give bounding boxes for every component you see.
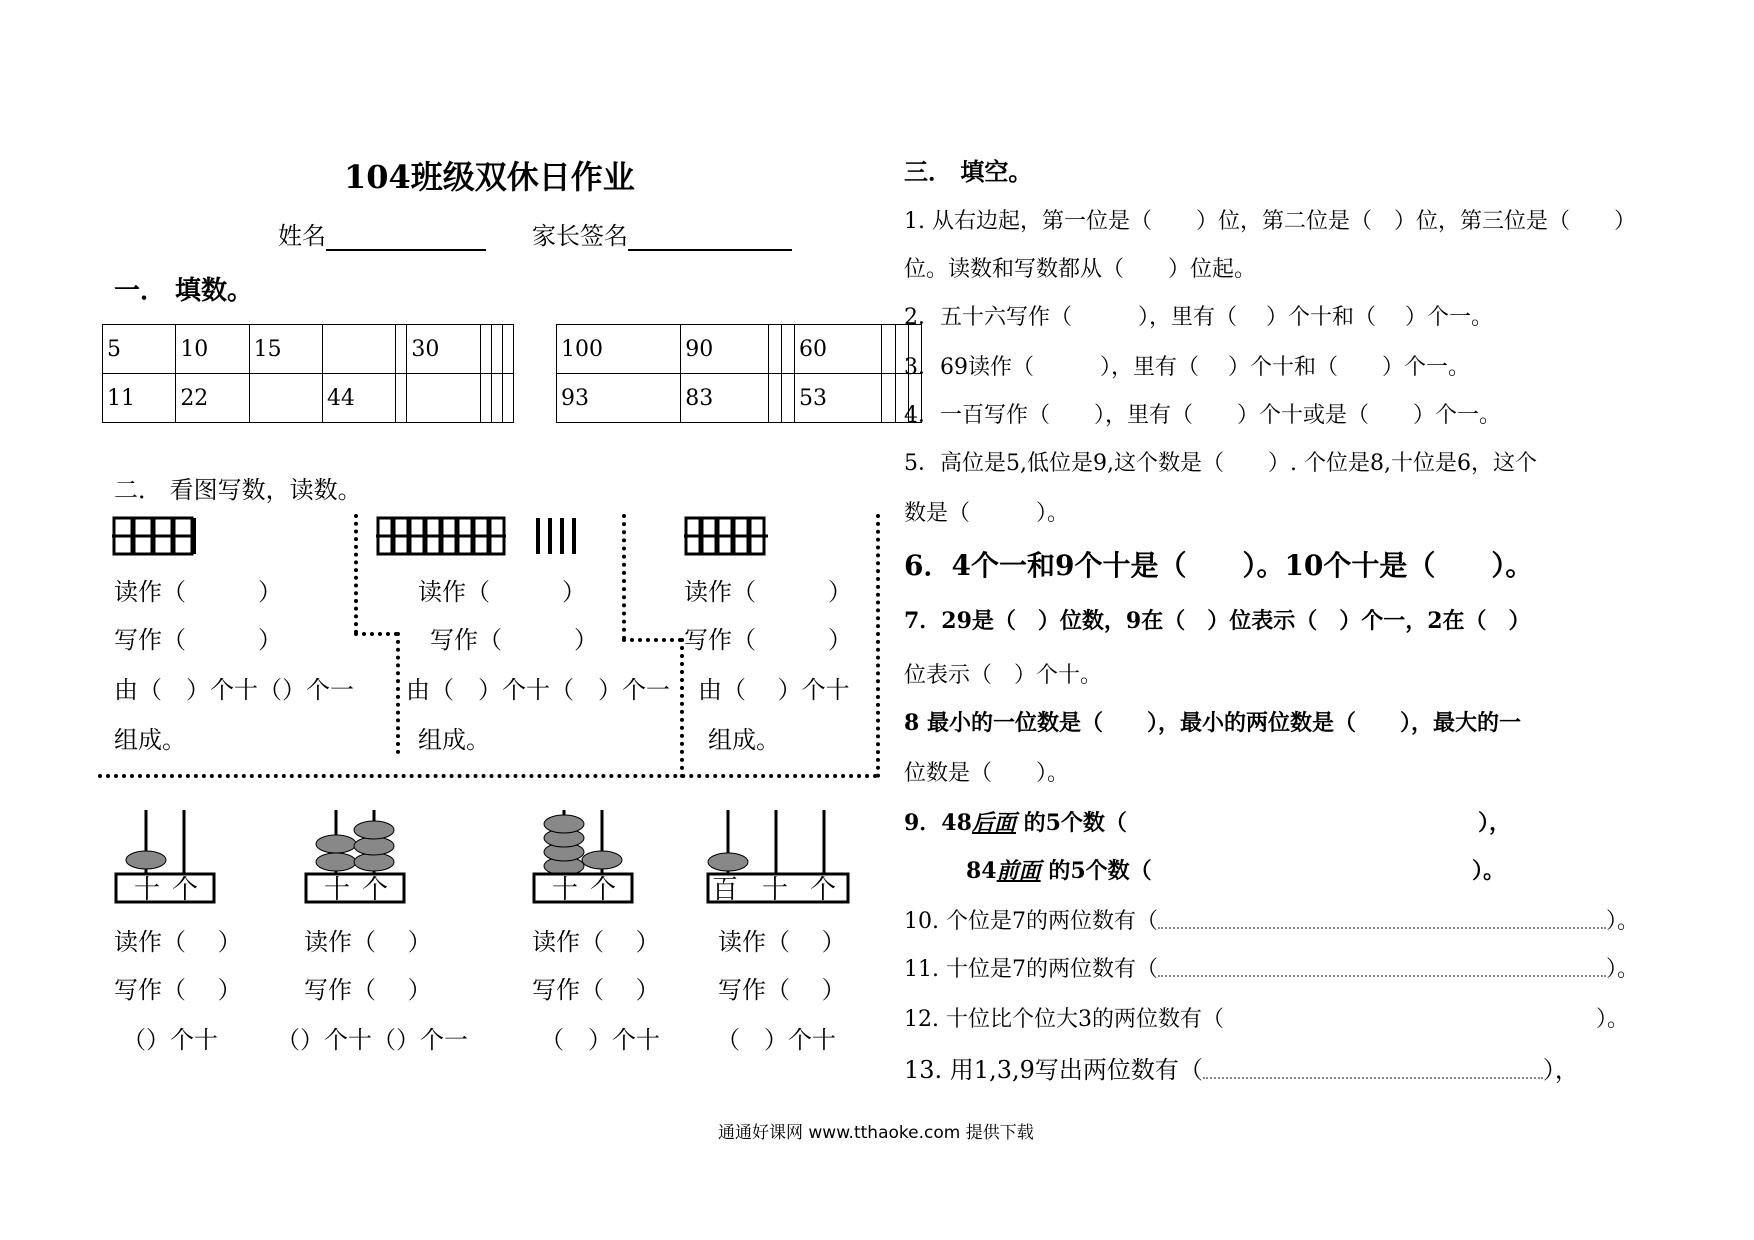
section1-heading: 一． 填数。 — [114, 276, 254, 306]
cell[interactable] — [396, 374, 407, 423]
cell[interactable] — [781, 325, 794, 374]
a3-write[interactable]: 写作（ ） — [532, 976, 660, 1004]
divider — [98, 774, 878, 778]
q9b-end: ）。 — [1472, 858, 1506, 884]
abacus-3 — [532, 808, 642, 904]
g1-compose[interactable]: 由（ ）个十（）个一 — [114, 676, 354, 704]
q9-emphasis: 后面 — [971, 810, 1016, 836]
cell[interactable] — [322, 325, 395, 374]
parent-sign-label: 家长签名 — [532, 222, 628, 250]
fill-table-left — [102, 324, 514, 423]
q10[interactable] — [904, 904, 1639, 935]
divider — [396, 632, 400, 754]
section2-heading: 二． 看图写数，读数。 — [114, 476, 362, 504]
section3-heading: 三． 填空。 — [904, 157, 1033, 186]
q10-label: 10. 个位是7的两位数有（ — [904, 909, 1158, 934]
label-tens: 十 — [552, 875, 579, 905]
divider — [680, 638, 684, 778]
stick-bundles-group3 — [684, 514, 784, 560]
cell[interactable]: 100 — [557, 325, 681, 374]
q13-end: ）， — [1542, 1056, 1579, 1084]
abacus-1 — [114, 808, 224, 904]
a2-write[interactable]: 写作（ ） — [304, 976, 432, 1004]
a4-write[interactable]: 写作（ ） — [718, 976, 846, 1004]
q12-end: ）。 — [1595, 1007, 1629, 1032]
label-tens: 十 — [762, 875, 789, 905]
q5a[interactable]: 5．高位是5,低位是9,这个数是（ ）. 个位是8,十位是6，这个 — [904, 451, 1537, 476]
g3-read[interactable]: 读作（ ） — [684, 578, 852, 606]
divider — [622, 514, 626, 640]
q3[interactable]: 3．69读作（ ），里有（ ）个十和（ ）个一。 — [904, 355, 1470, 380]
cell[interactable]: 83 — [681, 374, 768, 423]
cell[interactable] — [781, 374, 794, 423]
label-hundreds: 百 — [712, 875, 739, 905]
single-stick-group1 — [190, 514, 200, 560]
g2-compose[interactable]: 由（ ）个十（ ）个一 — [406, 676, 670, 704]
q8a[interactable]: 8 最小的一位数是（ ），最小的两位数是（ ），最大的一 — [904, 710, 1521, 736]
q12[interactable] — [904, 1002, 1629, 1033]
name-field[interactable] — [278, 216, 486, 251]
q9[interactable] — [904, 806, 1127, 837]
label-tens: 十 — [324, 875, 351, 905]
answer-dots — [1158, 974, 1606, 977]
cell[interactable] — [249, 374, 322, 423]
cell[interactable] — [502, 374, 513, 423]
q11-label: 11. 十位是7的两位数有（ — [904, 957, 1158, 982]
cell[interactable] — [491, 325, 502, 374]
a3-compose[interactable]: （ ）个十 — [540, 1026, 660, 1054]
g3-write[interactable]: 写作（ ） — [684, 626, 852, 654]
divider — [354, 632, 398, 636]
divider — [354, 514, 358, 634]
q9b[interactable] — [966, 854, 1152, 885]
a4-read[interactable]: 读作（ ） — [718, 928, 846, 956]
label-tens: 十 — [134, 875, 161, 905]
q11[interactable] — [904, 952, 1639, 983]
q9-end: ）， — [1478, 810, 1512, 836]
cell[interactable]: 10 — [176, 325, 249, 374]
q2[interactable]: 2．五十六写作（ ），里有（ ）个十和（ ）个一。 — [904, 305, 1493, 330]
q7a[interactable]: 7．29是（ ）位数，9在（ ）位表示（ ）个一，2在（ ） — [904, 608, 1531, 634]
q1a[interactable]: 1. 从右边起，第一位是（ ）位，第二位是（ ）位，第三位是（ ） — [904, 209, 1636, 234]
name-line — [326, 227, 486, 251]
cell[interactable] — [502, 325, 513, 374]
cell[interactable]: 44 — [322, 374, 395, 423]
q11-end: ）。 — [1605, 957, 1639, 982]
a3-read[interactable]: 读作（ ） — [532, 928, 660, 956]
cell[interactable] — [882, 374, 895, 423]
q6[interactable]: 6．4个一和9个十是（ ）。10个十是（ ）。 — [904, 549, 1534, 582]
q9-prefix: 9．48 — [904, 810, 972, 836]
q7b[interactable]: 位表示（ ）个十。 — [904, 663, 1103, 688]
cell[interactable] — [768, 325, 781, 374]
a4-compose[interactable]: （ ）个十 — [716, 1026, 836, 1054]
cell[interactable]: 93 — [557, 374, 681, 423]
cell[interactable]: 90 — [681, 325, 768, 374]
g1-compose2: 组成。 — [114, 726, 186, 754]
fill-table-right — [556, 324, 922, 423]
stick-bundles-group2 — [376, 514, 521, 560]
single-sticks-group2 — [534, 514, 584, 560]
g1-read[interactable]: 读作（ ） — [114, 578, 282, 606]
g3-compose[interactable]: 由（ ）个十 — [698, 676, 850, 704]
footer-text: 通通好课网 www.tthaoke.com 提供下载 — [718, 1123, 1034, 1143]
divider — [876, 514, 880, 778]
q4[interactable]: 4．一百写作（ ），里有（ ）个十或是（ ）个一。 — [904, 403, 1501, 428]
q10-end: ）。 — [1605, 909, 1639, 934]
abacus-4 — [706, 808, 852, 904]
cell[interactable] — [396, 325, 407, 374]
cell[interactable]: 5 — [103, 325, 176, 374]
label-ones: 个 — [172, 875, 199, 905]
q9b-suffix: 的5个数（ — [1048, 858, 1152, 884]
cell[interactable] — [480, 374, 491, 423]
g2-read[interactable]: 读作（ ） — [418, 578, 586, 606]
q9b-emphasis: 前面 — [996, 858, 1041, 884]
cell[interactable]: 53 — [795, 374, 882, 423]
cell[interactable] — [480, 325, 491, 374]
label-ones: 个 — [362, 875, 389, 905]
q8b[interactable]: 位数是（ ）。 — [904, 761, 1070, 786]
cell[interactable] — [882, 325, 895, 374]
cell[interactable] — [491, 374, 502, 423]
cell[interactable]: 30 — [407, 325, 480, 374]
cell[interactable]: 11 — [103, 374, 176, 423]
divider — [622, 638, 682, 642]
a2-read[interactable]: 读作（ ） — [304, 928, 432, 956]
cell[interactable] — [407, 374, 480, 423]
parent-sign-field[interactable] — [532, 216, 792, 251]
q5b[interactable]: 数是（ ）。 — [904, 501, 1070, 526]
q12-label: 12. 十位比个位大3的两位数有（ — [904, 1007, 1224, 1032]
a1-read[interactable]: 读作（ ） — [114, 928, 242, 956]
answer-dots — [1158, 926, 1606, 929]
abacus-2 — [304, 808, 414, 904]
q13-label: 13. 用1,3,9写出两位数有（ — [904, 1056, 1203, 1084]
q9b-prefix: 84 — [966, 858, 997, 884]
answer-space — [1224, 1024, 1596, 1027]
answer-dots — [1203, 1076, 1543, 1079]
name-label: 姓名 — [278, 222, 326, 250]
q13[interactable] — [904, 1050, 1579, 1085]
label-ones: 个 — [810, 875, 837, 905]
g2-write[interactable]: 写作（ ） — [430, 626, 598, 654]
cell[interactable]: 15 — [249, 325, 322, 374]
page-title: 104班级双休日作业 — [344, 158, 635, 196]
g2-compose2: 组成。 — [418, 726, 490, 754]
a1-write[interactable]: 写作（ ） — [114, 976, 242, 1004]
label-ones: 个 — [590, 875, 617, 905]
a2-compose[interactable]: （）个十（）个一 — [276, 1026, 468, 1054]
cell[interactable]: 22 — [176, 374, 249, 423]
a1-compose[interactable]: （）个十 — [122, 1026, 218, 1054]
cell[interactable]: 60 — [795, 325, 882, 374]
q9-suffix: 的5个数（ — [1023, 810, 1127, 836]
q1b[interactable]: 位。读数和写数都从（ ）位起。 — [904, 257, 1257, 282]
g1-write[interactable]: 写作（ ） — [114, 626, 282, 654]
cell[interactable] — [768, 374, 781, 423]
parent-sign-line — [628, 227, 792, 251]
g3-compose2: 组成。 — [708, 726, 780, 754]
